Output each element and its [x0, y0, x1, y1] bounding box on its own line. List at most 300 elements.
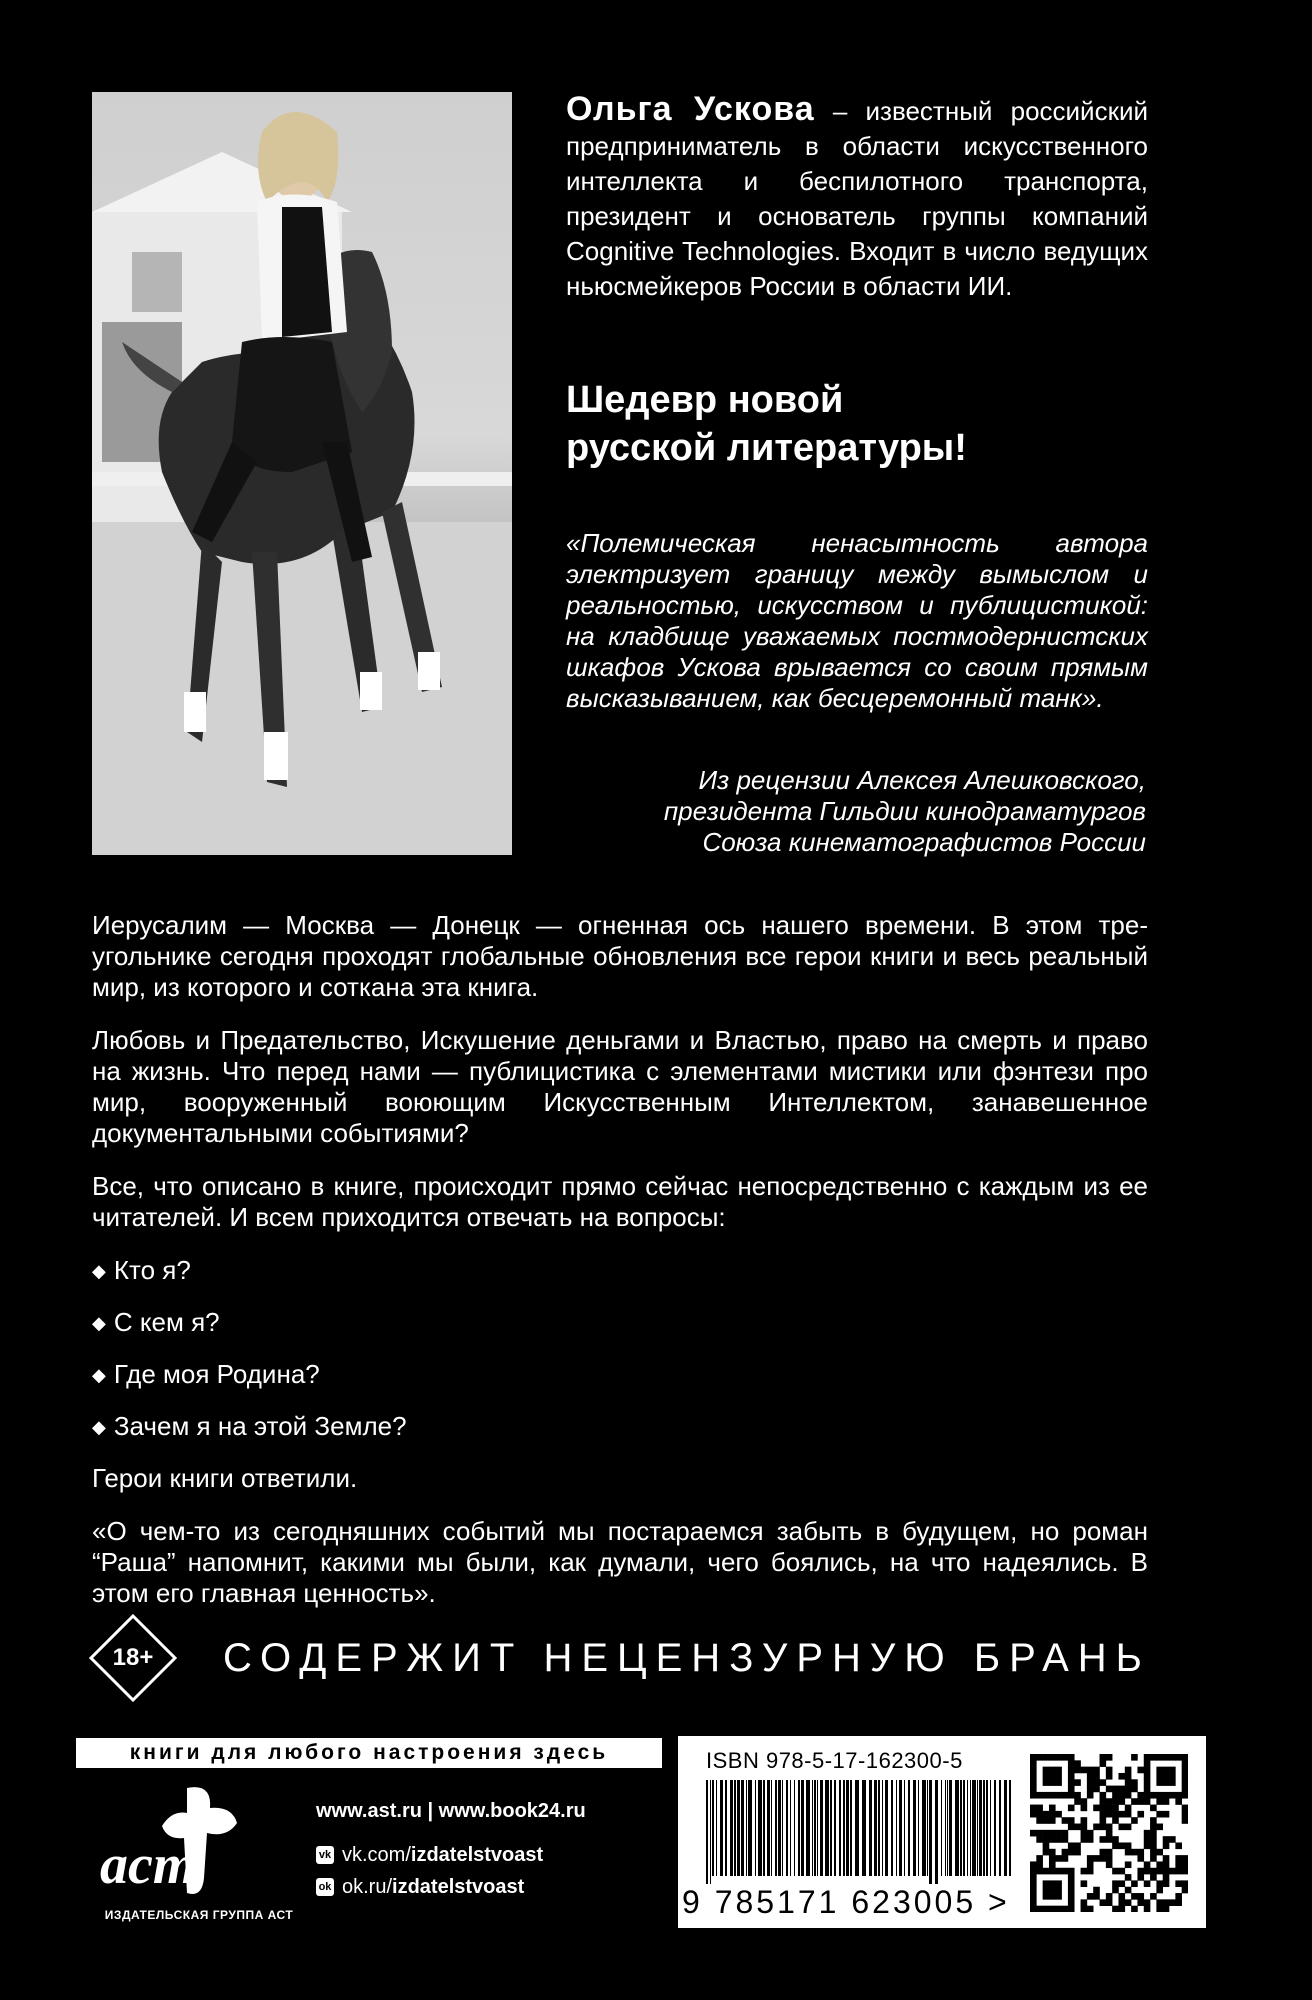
- qr-module: [1182, 1767, 1188, 1774]
- qr-module: [1156, 1868, 1163, 1875]
- qr-module: [1043, 1868, 1050, 1875]
- qr-module: [1118, 1899, 1125, 1906]
- qr-module: [1055, 1836, 1062, 1843]
- qr-module: [1087, 1792, 1094, 1799]
- qr-module: [1030, 1887, 1037, 1894]
- slogan-line-1: Шедевр новой: [566, 379, 844, 421]
- qr-module: [1182, 1868, 1188, 1875]
- qr-module: [1125, 1792, 1132, 1799]
- qr-module: [1049, 1887, 1056, 1894]
- qr-module: [1068, 1842, 1075, 1849]
- qr-module: [1156, 1887, 1163, 1894]
- barcode-bar: [983, 1780, 985, 1876]
- review-source-line-2: президента Гильдии кинодраматургов: [663, 796, 1146, 826]
- qr-module: [1125, 1861, 1132, 1868]
- qr-module: [1182, 1773, 1188, 1780]
- qr-module: [1036, 1906, 1043, 1912]
- qr-module: [1081, 1767, 1088, 1774]
- vk-link-prefix: vk.com/: [342, 1844, 411, 1866]
- qr-module: [1030, 1906, 1037, 1912]
- qr-module: [1049, 1811, 1056, 1818]
- qr-module: [1049, 1773, 1056, 1780]
- question-item: ◆ С кем я?: [92, 1307, 220, 1337]
- age-warning-block: [88, 1613, 1158, 1703]
- qr-module: [1074, 1779, 1081, 1786]
- qr-module: [1118, 1773, 1125, 1780]
- qr-module: [1144, 1767, 1151, 1774]
- qr-module: [1106, 1899, 1113, 1906]
- barcode-bar: [794, 1780, 795, 1876]
- qr-module: [1043, 1779, 1050, 1786]
- qr-module: [1156, 1861, 1163, 1868]
- qr-module: [1144, 1760, 1151, 1767]
- qr-module: [1049, 1849, 1056, 1856]
- barcode-bar: [945, 1780, 946, 1876]
- qr-module: [1036, 1811, 1043, 1818]
- qr-module: [1030, 1786, 1037, 1793]
- qr-module: [1043, 1887, 1050, 1894]
- slogan: [566, 376, 1148, 472]
- qr-module: [1049, 1767, 1056, 1774]
- qr-module: [1163, 1798, 1170, 1805]
- qr-module: [1030, 1792, 1037, 1799]
- diamond-bullet-icon: ◆: [92, 1417, 106, 1437]
- qr-module: [1081, 1798, 1088, 1805]
- qr-module: [1131, 1906, 1138, 1912]
- qr-module: [1081, 1817, 1088, 1824]
- qr-module: [1131, 1849, 1138, 1856]
- barcode-bar: [979, 1780, 982, 1876]
- qr-module: [1163, 1779, 1170, 1786]
- qr-module: [1182, 1792, 1188, 1799]
- qr-module: [1156, 1767, 1163, 1774]
- qr-module: [1163, 1836, 1170, 1843]
- qr-module: [1156, 1779, 1163, 1786]
- qr-module: [1106, 1786, 1113, 1793]
- qr-module: [1182, 1880, 1188, 1887]
- barcode-bar: [846, 1780, 849, 1876]
- ok-link-handle: izdatelstvoast: [392, 1876, 525, 1898]
- qr-module: [1118, 1880, 1125, 1887]
- qr-module: [1043, 1792, 1050, 1799]
- qr-module: [1144, 1779, 1151, 1786]
- barcode-bar: [994, 1780, 996, 1876]
- qr-module: [1062, 1836, 1069, 1843]
- qr-module: [1125, 1874, 1132, 1881]
- annotation-paragraph-3: Все, что описано в книге, происходит прямо сейчас непосредственно с каждым из ее читателей. И всем приходится отвечать на вопросы:: [92, 1171, 1148, 1232]
- qr-module: [1112, 1880, 1119, 1887]
- qr-module: [1106, 1754, 1113, 1761]
- qr-module: [1182, 1786, 1188, 1793]
- diamond-bullet-icon: ◆: [92, 1365, 106, 1385]
- qr-module: [1106, 1824, 1113, 1831]
- qr-module: [1106, 1798, 1113, 1805]
- qr-module: [1055, 1811, 1062, 1818]
- qr-module: [1055, 1767, 1062, 1774]
- qr-module: [1150, 1855, 1157, 1862]
- qr-module: [1100, 1899, 1107, 1906]
- qr-module: [1112, 1836, 1119, 1843]
- qr-module: [1093, 1767, 1100, 1774]
- qr-module: [1030, 1811, 1037, 1818]
- author-name: Ольга Ускова: [566, 90, 815, 128]
- qr-module: [1100, 1849, 1107, 1856]
- ast-logo-icon: [92, 1778, 242, 1908]
- qr-module: [1106, 1893, 1113, 1900]
- qr-module: [1150, 1849, 1157, 1856]
- barcode-bar: [963, 1780, 965, 1876]
- qr-module: [1106, 1836, 1113, 1843]
- qr-module: [1156, 1798, 1163, 1805]
- qr-module: [1182, 1861, 1188, 1868]
- qr-module: [1100, 1779, 1107, 1786]
- barcode-bar: [904, 1780, 905, 1876]
- qr-module: [1055, 1773, 1062, 1780]
- qr-module: [1062, 1868, 1069, 1875]
- qr-module: [1137, 1798, 1144, 1805]
- barcode-bar: [855, 1780, 859, 1876]
- ok-link-prefix: ok.ru/: [342, 1876, 393, 1898]
- barcode-bar: [720, 1780, 723, 1876]
- qr-module: [1125, 1887, 1132, 1894]
- vk-icon: vk: [316, 1846, 334, 1864]
- barcode-bar: [970, 1780, 971, 1876]
- qr-module: [1062, 1792, 1069, 1799]
- barcode-bar: [706, 1780, 708, 1884]
- qr-module: [1087, 1830, 1094, 1837]
- qr-module: [1106, 1773, 1113, 1780]
- barcode-bar: [767, 1780, 770, 1876]
- qr-module: [1062, 1855, 1069, 1862]
- qr-module: [1118, 1786, 1125, 1793]
- vk-link[interactable]: [316, 1839, 586, 1871]
- qr-module: [1112, 1792, 1119, 1799]
- qr-module: [1182, 1811, 1188, 1818]
- barcode-bar: [817, 1780, 818, 1876]
- qr-module: [1137, 1874, 1144, 1881]
- barcode-bar: [972, 1780, 976, 1876]
- qr-module: [1074, 1792, 1081, 1799]
- publisher-links: [316, 1795, 586, 1903]
- annotation-paragraph-1: Иерусалим — Москва — Донецк — огненная ось нашего времени. В этом треугольнике сегодня проходят глобальные обновления все герои книги и весь реальный мир, из которого и соткана эта книга.: [92, 910, 1148, 1002]
- qr-module: [1068, 1805, 1075, 1812]
- qr-module: [1081, 1899, 1088, 1906]
- qr-module: [1125, 1779, 1132, 1786]
- qr-module: [1156, 1899, 1163, 1906]
- qr-module: [1074, 1849, 1081, 1856]
- qr-module: [1036, 1830, 1043, 1837]
- barcode-bar: [814, 1780, 816, 1876]
- qr-module: [1131, 1893, 1138, 1900]
- barcode-bar: [1004, 1780, 1007, 1876]
- qr-module: [1030, 1868, 1037, 1875]
- diamond-bullet-icon: ◆: [92, 1313, 106, 1333]
- qr-module: [1112, 1811, 1119, 1818]
- qr-module: [1150, 1893, 1157, 1900]
- qr-module: [1030, 1861, 1037, 1868]
- barcode-bar: [990, 1780, 991, 1876]
- author-photo: [92, 92, 512, 855]
- qr-module: [1150, 1754, 1157, 1761]
- review-source: [566, 765, 1146, 858]
- qr-module: [1150, 1830, 1157, 1837]
- qr-module: [1074, 1760, 1081, 1767]
- qr-module: [1036, 1754, 1043, 1761]
- qr-module: [1087, 1906, 1094, 1912]
- qr-module: [1036, 1836, 1043, 1843]
- qr-module: [1093, 1855, 1100, 1862]
- qr-module: [1036, 1805, 1043, 1812]
- qr-module: [1118, 1842, 1125, 1849]
- barcode-bar: [941, 1780, 942, 1876]
- qr-module: [1043, 1893, 1050, 1900]
- barcode-bar: [918, 1780, 919, 1876]
- barcode-bar: [746, 1780, 747, 1876]
- qr-module: [1169, 1899, 1176, 1906]
- qr-module: [1036, 1861, 1043, 1868]
- publisher-name: ИЗДАТЕЛЬСКАЯ ГРУППА АСТ: [104, 1908, 294, 1922]
- qr-module: [1068, 1887, 1075, 1894]
- qr-module: [1068, 1893, 1075, 1900]
- qr-module: [1068, 1817, 1075, 1824]
- qr-module: [1030, 1830, 1037, 1837]
- website-link-book24[interactable]: www.book24.ru: [438, 1800, 586, 1822]
- barcode-bar: [806, 1780, 810, 1876]
- qr-module: [1175, 1792, 1182, 1799]
- qr-module: [1163, 1899, 1170, 1906]
- qr-module: [1049, 1805, 1056, 1812]
- qr-module: [1131, 1786, 1138, 1793]
- qr-module: [1106, 1811, 1113, 1818]
- barcode-bar: [748, 1780, 752, 1876]
- qr-module: [1144, 1880, 1151, 1887]
- qr-module: [1087, 1868, 1094, 1875]
- qr-module: [1100, 1798, 1107, 1805]
- author-bio: [566, 92, 1148, 304]
- qr-module: [1074, 1767, 1081, 1774]
- qr-module: [1036, 1792, 1043, 1799]
- qr-module: [1131, 1817, 1138, 1824]
- qr-module: [1068, 1906, 1075, 1912]
- barcode-bar: [882, 1780, 883, 1876]
- qr-module: [1118, 1893, 1125, 1900]
- qr-module: [1074, 1842, 1081, 1849]
- slogan-line-2: русской литературы!: [566, 427, 967, 469]
- qr-module: [1163, 1842, 1170, 1849]
- qr-module: [1163, 1754, 1170, 1761]
- review-source-line-3: Союза кинематографистов России: [702, 827, 1146, 857]
- qr-code-icon: [1030, 1754, 1188, 1912]
- qr-module: [1144, 1773, 1151, 1780]
- qr-module: [1175, 1880, 1182, 1887]
- qr-module: [1043, 1773, 1050, 1780]
- qr-module: [1068, 1786, 1075, 1793]
- qr-module: [1062, 1817, 1069, 1824]
- qr-module: [1144, 1798, 1151, 1805]
- qr-module: [1068, 1792, 1075, 1799]
- ok-link[interactable]: [316, 1871, 586, 1903]
- qr-module: [1175, 1868, 1182, 1875]
- qr-module: [1163, 1767, 1170, 1774]
- qr-module: [1150, 1805, 1157, 1812]
- qr-module: [1118, 1811, 1125, 1818]
- qr-module: [1043, 1830, 1050, 1837]
- barcode-bar: [790, 1780, 791, 1876]
- barcode-bar: [1009, 1780, 1011, 1876]
- qr-module: [1125, 1786, 1132, 1793]
- annotation-paragraph-4: Герои книги ответили.: [92, 1463, 358, 1493]
- qr-module: [1087, 1861, 1094, 1868]
- qr-module: [1087, 1779, 1094, 1786]
- website-link-ast[interactable]: www.ast.ru: [316, 1800, 422, 1822]
- qr-module: [1087, 1786, 1094, 1793]
- qr-module: [1093, 1773, 1100, 1780]
- barcode-bar: [999, 1780, 1001, 1876]
- qr-module: [1049, 1830, 1056, 1837]
- qr-module: [1137, 1855, 1144, 1862]
- barcode-bar: [878, 1780, 880, 1876]
- qr-module: [1043, 1767, 1050, 1774]
- qr-module: [1043, 1754, 1050, 1761]
- qr-module: [1036, 1868, 1043, 1875]
- qr-module: [1163, 1792, 1170, 1799]
- qr-module: [1131, 1779, 1138, 1786]
- qr-module: [1055, 1754, 1062, 1761]
- qr-module: [1081, 1880, 1088, 1887]
- qr-module: [1100, 1836, 1107, 1843]
- qr-module: [1030, 1893, 1037, 1900]
- qr-module: [1062, 1830, 1069, 1837]
- qr-module: [1169, 1792, 1176, 1799]
- review-source-line-1: Из рецензии Алексея Алешковского,: [698, 765, 1146, 795]
- qr-module: [1175, 1899, 1182, 1906]
- barcode-bar: [834, 1780, 836, 1876]
- qr-module: [1043, 1811, 1050, 1818]
- qr-module: [1137, 1893, 1144, 1900]
- qr-module: [1112, 1786, 1119, 1793]
- qr-module: [1175, 1855, 1182, 1862]
- barcode-bar: [741, 1780, 744, 1876]
- qr-module: [1125, 1842, 1132, 1849]
- barcode-bar: [899, 1780, 902, 1876]
- barcode-bar: [986, 1780, 988, 1876]
- barcode-bar: [716, 1780, 717, 1876]
- qr-module: [1144, 1836, 1151, 1843]
- qr-module: [1118, 1798, 1125, 1805]
- qr-module: [1150, 1842, 1157, 1849]
- barcode-bar: [820, 1780, 823, 1876]
- publisher-tagline: книги для любого настроения здесь: [76, 1738, 662, 1768]
- qr-module: [1144, 1786, 1151, 1793]
- vk-link-handle: izdatelstvoast: [410, 1844, 544, 1866]
- qr-module: [1100, 1824, 1107, 1831]
- qr-module: [1144, 1754, 1151, 1761]
- qr-module: [1150, 1817, 1157, 1824]
- qr-module: [1081, 1836, 1088, 1843]
- qr-module: [1068, 1824, 1075, 1831]
- qr-module: [1163, 1906, 1170, 1912]
- barcode-bar: [908, 1780, 910, 1876]
- qr-module: [1055, 1830, 1062, 1837]
- qr-module: [1131, 1880, 1138, 1887]
- qr-module: [1137, 1811, 1144, 1818]
- isbn: ISBN 978-5-17-162300-5: [706, 1748, 963, 1773]
- qr-module: [1055, 1779, 1062, 1786]
- qr-module: [1163, 1855, 1170, 1862]
- qr-module: [1043, 1849, 1050, 1856]
- barcode-bar: [775, 1780, 777, 1876]
- photo-illustration: [92, 92, 512, 855]
- qr-module: [1112, 1906, 1119, 1912]
- barcode-bar: [891, 1780, 893, 1876]
- qr-module: [1068, 1874, 1075, 1881]
- qr-code-panel: [1012, 1736, 1206, 1928]
- barcode-bar: [967, 1780, 968, 1876]
- barcode-bar: [935, 1780, 938, 1884]
- qr-module: [1049, 1779, 1056, 1786]
- qr-module: [1062, 1849, 1069, 1856]
- qr-module: [1175, 1861, 1182, 1868]
- barcode-bar: [786, 1780, 788, 1876]
- qr-module: [1055, 1887, 1062, 1894]
- qr-module: [1156, 1773, 1163, 1780]
- qr-module: [1030, 1779, 1037, 1786]
- qr-module: [1055, 1855, 1062, 1862]
- qr-module: [1030, 1773, 1037, 1780]
- qr-module: [1068, 1880, 1075, 1887]
- question-item: ◆ Кто я?: [92, 1255, 191, 1285]
- qr-module: [1182, 1805, 1188, 1812]
- barcode-bar: [778, 1780, 781, 1876]
- qr-module: [1030, 1767, 1037, 1774]
- qr-module: [1100, 1855, 1107, 1862]
- barcode-bar: [862, 1780, 866, 1876]
- qr-module: [1144, 1861, 1151, 1868]
- qr-module: [1137, 1899, 1144, 1906]
- qr-module: [1068, 1760, 1075, 1767]
- qr-module: [1125, 1805, 1132, 1812]
- qr-module: [1163, 1773, 1170, 1780]
- qr-module: [1049, 1855, 1056, 1862]
- qr-module: [1100, 1760, 1107, 1767]
- qr-module: [1112, 1868, 1119, 1875]
- qr-module: [1055, 1868, 1062, 1875]
- qr-module: [1106, 1805, 1113, 1812]
- barcode-bar: [712, 1780, 714, 1876]
- barcode-bar: [737, 1780, 740, 1876]
- qr-module: [1125, 1811, 1132, 1818]
- profanity-warning: СОДЕРЖИТ НЕЦЕНЗУРНУЮ БРАНЬ: [223, 1636, 1151, 1680]
- qr-module: [1169, 1754, 1176, 1761]
- qr-module: [1169, 1767, 1176, 1774]
- qr-module: [1150, 1792, 1157, 1799]
- qr-module: [1137, 1849, 1144, 1856]
- ean-digits: 9 785171 623005 >: [682, 1884, 1010, 1920]
- annotation-paragraph-5: «О чем-то из сегодняшних событий мы постараемся забыть в будущем, но роман “Раша” напомнит, какими мы были, как думали, чего боялись, на что надеялись. В этом его главная ценность».: [92, 1516, 1148, 1608]
- qr-module: [1068, 1767, 1075, 1774]
- qr-module: [1093, 1779, 1100, 1786]
- qr-module: [1074, 1798, 1081, 1805]
- qr-module: [1068, 1868, 1075, 1875]
- barcode-bar: [734, 1780, 736, 1876]
- qr-module: [1182, 1779, 1188, 1786]
- qr-module: [1049, 1836, 1056, 1843]
- qr-module: [1100, 1792, 1107, 1799]
- qr-module: [1106, 1861, 1113, 1868]
- qr-module: [1036, 1855, 1043, 1862]
- barcode-bar: [977, 1780, 978, 1876]
- qr-module: [1043, 1842, 1050, 1849]
